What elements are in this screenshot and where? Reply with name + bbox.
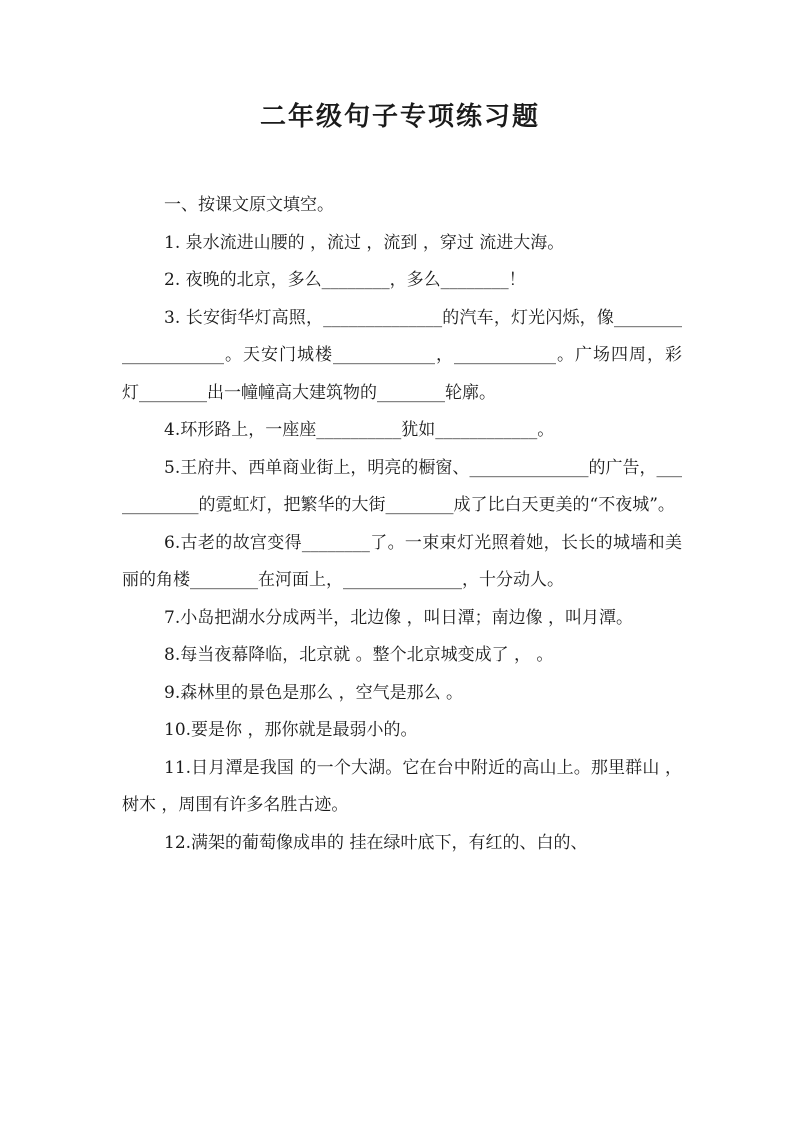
page-title: 二年级句子专项练习题 — [259, 102, 540, 132]
question-10: 10.要是你 ，那你就是最弱小的。 — [164, 720, 418, 740]
question-4: 4.环形路上，一座座__________犹如____________。 — [164, 420, 555, 440]
question-8: 8.每当夜幕降临，北京就 。整个北京城变成了 ， 。 — [164, 645, 554, 665]
question-6: 6.古老的故宫变得________了。一束束灯光照着她，长长的城墙和美丽的角楼________在河面上，______________，十分动人。 — [122, 532, 682, 590]
section-heading: 一、按课文原文填空。 — [164, 195, 334, 215]
question-9: 9.森林里的景色是那么 ，空气是那么 。 — [164, 682, 464, 703]
question-11: 11.日月潭是我国 的一个大湖。它在台中附近的高山上。那里群山 ，树木 ，周围有许多名胜古迹。 — [122, 757, 682, 815]
question-5: 5.王府井、西单商业街上，明亮的橱窗、______________的广告，____________的霓虹灯，把繁华的大街________成了比白天更美的“不夜城”。 — [122, 457, 682, 515]
exercise-body — [122, 187, 682, 862]
question-3: 3. 长安街华灯高照，______________的汽车，灯光闪烁，像____________________。天安门城楼____________，____________。广场四周，彩灯________出一幢幢高大建筑物的________轮廓。 — [122, 307, 682, 403]
question-7: 7.小岛把湖水分成两半，北边像 ，叫日潭；南边像 ，叫月潭。 — [164, 607, 634, 628]
question-2: 2. 夜晚的北京，多么________，多么________！ — [164, 270, 526, 290]
question-12: 12.满架的葡萄像成串的 挂在绿叶底下，有红的、白的、 — [164, 832, 588, 853]
question-1: 1. 泉水流进山腰的 ，流过 ，流到 ，穿过 流进大海。 — [164, 232, 565, 253]
